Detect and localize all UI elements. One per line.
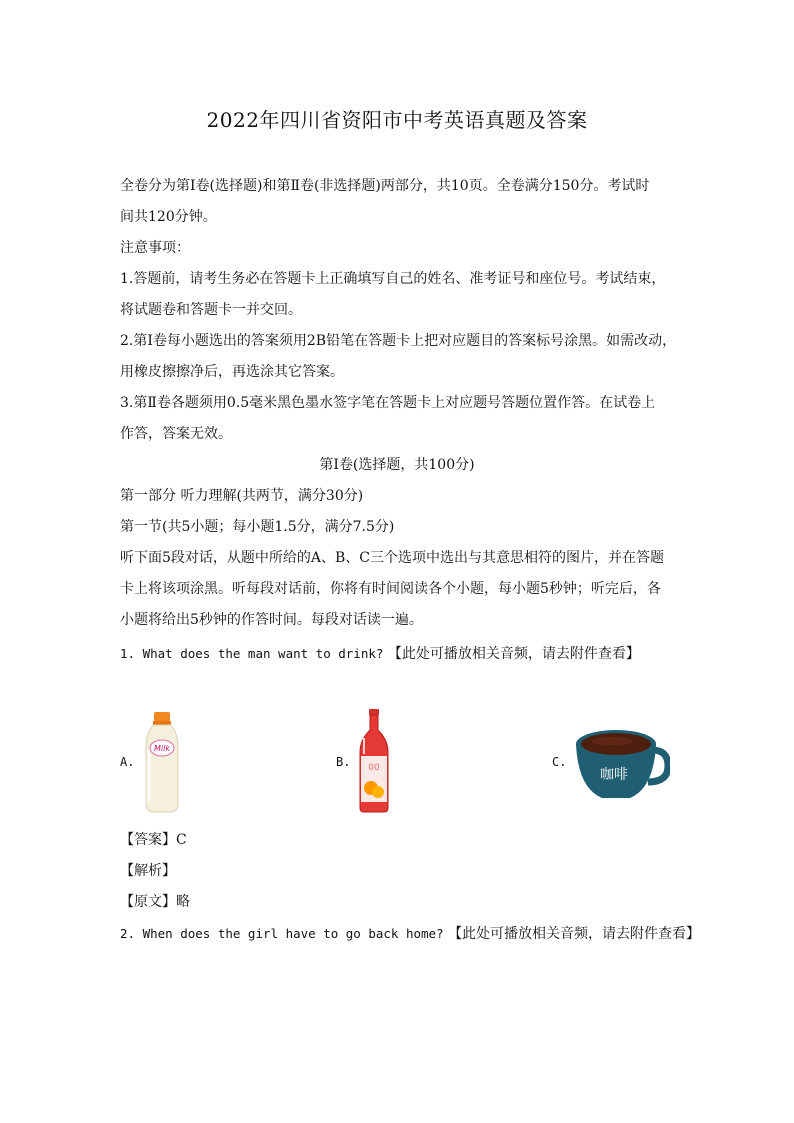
instruction-line-1: 听下面5段对话，从题中所给的A、B、C三个选项中选出与其意思相符的图片，并在答题 — [120, 550, 665, 566]
question-1-text: 1. What does the man want to drink? — [120, 646, 384, 661]
option-b-label: B. — [336, 755, 351, 769]
juice-bottle-text: 00 — [368, 763, 380, 773]
option-a-label: A. — [120, 755, 135, 769]
milk-bottle-icon — [142, 710, 182, 814]
coffee-cup-icon — [574, 726, 670, 802]
milk-bottle-text: Milk — [154, 744, 170, 753]
question-2-text: 2. When does the girl have to go back home? — [120, 926, 444, 941]
part-heading: 第一部分 听力理解(共两节，满分30分) — [120, 488, 364, 504]
note-3-line-1: 3.第Ⅱ卷各题须用0.5毫米黑色墨水签字笔在答题卡上对应题号答题位置作答。在试卷上 — [120, 395, 656, 411]
question-2 — [120, 924, 701, 944]
notes-heading: 注意事项： — [120, 240, 190, 256]
document-title: 2022年四川省资阳市中考英语真题及答案 — [206, 108, 588, 132]
source-1: 【原文】略 — [120, 894, 190, 910]
option-c-label: C. — [552, 755, 567, 769]
orange-juice-bottle-icon — [358, 708, 390, 814]
question-2-audio-note: 【此处可播放相关音频，请去附件查看】 — [448, 926, 701, 942]
answer-1: 【答案】C — [120, 832, 187, 848]
intro-line-1: 全卷分为第Ⅰ卷(选择题)和第Ⅱ卷(非选择题)两部分，共10页。全卷满分150分。考试时 — [120, 178, 650, 194]
note-1-line-2: 将试题卷和答题卡一并交回。 — [120, 302, 302, 318]
note-2-line-2: 用橡皮擦擦净后，再选涂其它答案。 — [120, 364, 344, 380]
note-3-line-2: 作答，答案无效。 — [120, 426, 232, 442]
subsection-heading: 第一节(共5小题；每小题1.5分，满分7.5分) — [120, 519, 395, 535]
note-2-line-1: 2.第Ⅰ卷每小题选出的答案须用2B铅笔在答题卡上把对应题目的答案标号涂黑。如需改动， — [120, 333, 677, 349]
coffee-cup-text: 咖啡 — [600, 767, 628, 783]
instruction-line-3: 小题将给出5秒钟的作答时间。每段对话读一遍。 — [120, 612, 423, 628]
note-1-line-1: 1.答题前，请考生务必在答题卡上正确填写自己的姓名、准考证号和座位号。考试结束， — [120, 271, 666, 287]
section-title: 第Ⅰ卷(选择题，共100分) — [319, 457, 475, 473]
question-1 — [120, 644, 680, 664]
analysis-1: 【解析】 — [120, 863, 176, 879]
question-1-audio-note: 【此处可播放相关音频，请去附件查看】 — [387, 646, 640, 662]
intro-line-2: 间共120分钟。 — [120, 209, 217, 225]
instruction-line-2: 卡上将该项涂黑。听每段对话前，你将有时间阅读各个小题，每小题5秒钟；听完后，各 — [120, 581, 661, 597]
